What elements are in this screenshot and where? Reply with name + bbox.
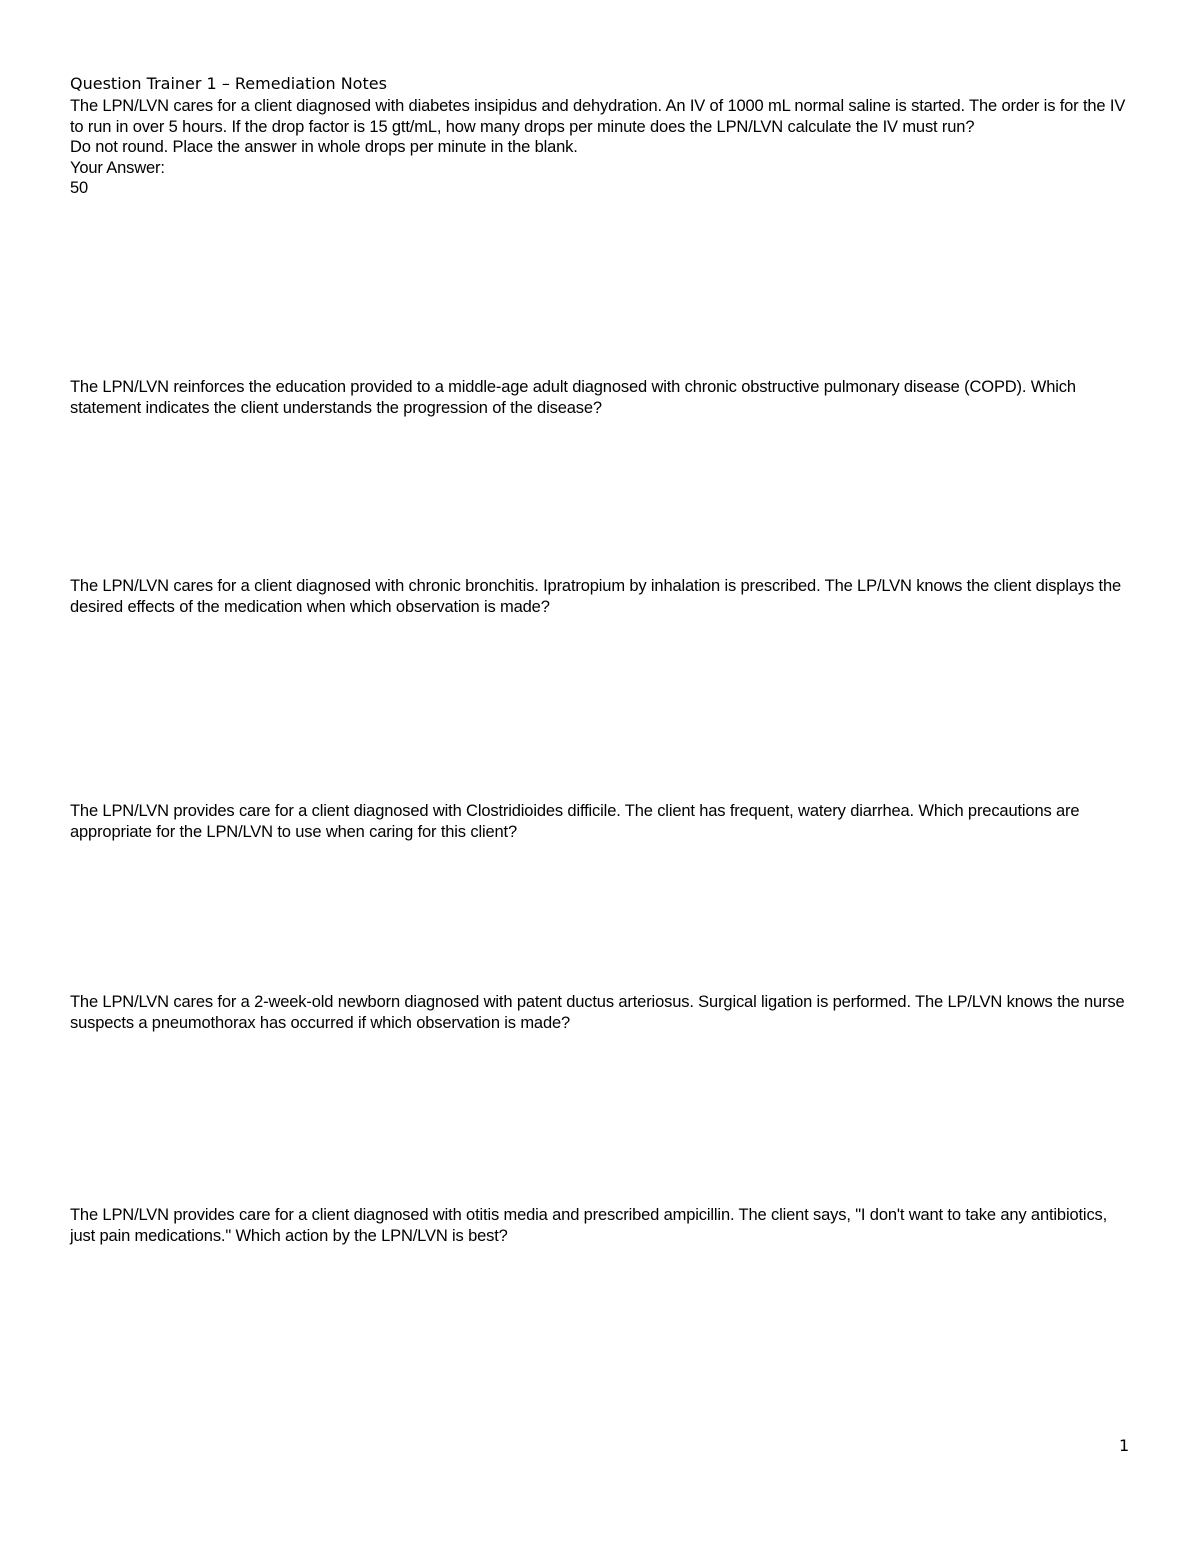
answer-value: 50	[70, 179, 89, 197]
question-3-text: The LPN/LVN cares for a client diagnosed with chronic bronchitis. Ipratropium by inhalation is prescribed. The LP/LVN knows the client displays the desired effects of the medication when which observation is made?	[70, 577, 1121, 616]
question-4	[70, 801, 1135, 842]
question-3	[70, 576, 1135, 617]
question-2-text: The LPN/LVN reinforces the education provided to a middle-age adult diagnosed with chronic obstructive pulmonary disease (COPD). Which statement indicates the client understands the progression of the disease?	[70, 378, 1076, 417]
page-number: 1	[1119, 1436, 1130, 1455]
question-4-text: The LPN/LVN provides care for a client diagnosed with Clostridioides difficile. The client has frequent, watery diarrhea. Which precautions are appropriate for the LPN/LVN to use when caring for this client?	[70, 802, 1080, 841]
question-5-text: The LPN/LVN cares for a 2-week-old newborn diagnosed with patent ductus arteriosus. Surgical ligation is performed. The LP/LVN knows the nurse suspects a pneumothorax has occurred if which observation is made?	[70, 993, 1125, 1032]
question-6	[70, 1205, 1135, 1246]
question-1-instruction: Do not round. Place the answer in whole drops per minute in the blank.	[70, 138, 578, 156]
answer-label: Your Answer:	[70, 158, 165, 177]
page-title: Question Trainer 1 – Remediation Notes	[70, 74, 387, 93]
question-1-text: The LPN/LVN cares for a client diagnosed with diabetes insipidus and dehydration. An IV of 1000 mL normal saline is started. The order is for the IV to run in over 5 hours. If the drop factor is 15 gtt/mL, how many drops per minute does the LPN/LVN calculate the IV must run?	[70, 97, 1126, 136]
question-6-text: The LPN/LVN provides care for a client diagnosed with otitis media and prescribed ampicillin. The client says, "I don't want to take any antibiotics, just pain medications." Which action by the LPN/LVN is best?	[70, 1206, 1108, 1245]
question-1	[70, 96, 1135, 199]
question-2	[70, 377, 1135, 418]
question-5	[70, 992, 1135, 1033]
